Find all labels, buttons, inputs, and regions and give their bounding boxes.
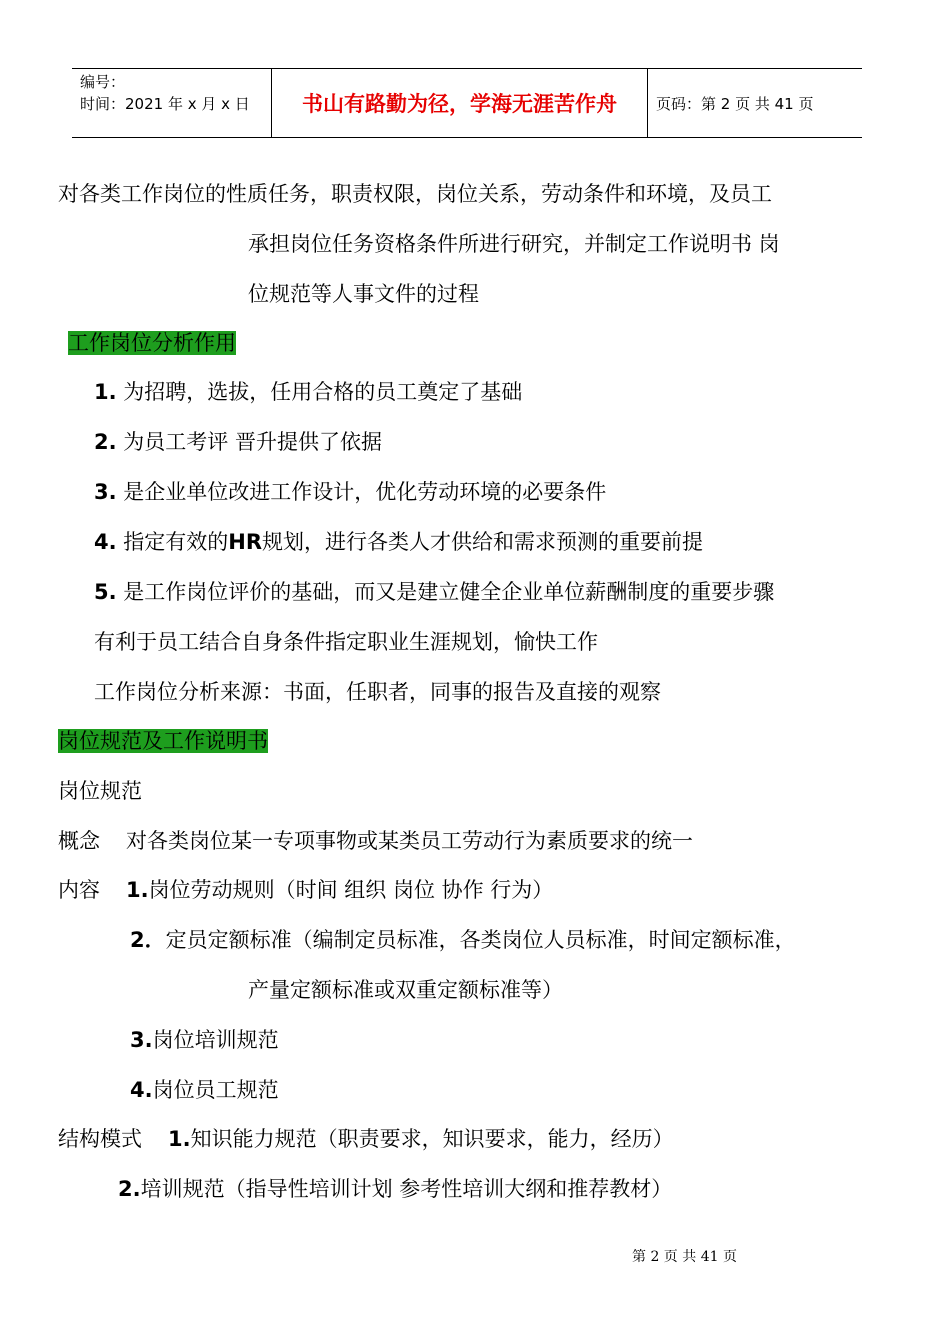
list-item bbox=[94, 478, 606, 506]
item-number: 4. bbox=[94, 530, 117, 554]
content-line-2 bbox=[130, 926, 796, 954]
item-text: 为员工考评 晋升提供了依据 bbox=[123, 430, 382, 454]
list-item bbox=[94, 428, 382, 456]
heading-spec-text: 岗位规范及工作说明书 bbox=[58, 729, 268, 753]
item-number: 4. bbox=[130, 1078, 153, 1102]
item-text: 岗位员工规范 bbox=[152, 1078, 279, 1102]
content-line-1 bbox=[58, 876, 553, 904]
number-label: 编号： bbox=[80, 73, 126, 91]
list-item bbox=[94, 378, 522, 406]
item-number: 2. bbox=[118, 1177, 141, 1201]
content-line-3 bbox=[130, 1026, 279, 1054]
page-header bbox=[72, 68, 862, 138]
page-footer: 第 2 页 共 41 页 bbox=[632, 1249, 737, 1265]
content-line-2-cont: 产量定额标准或双重定额标准等） bbox=[248, 978, 563, 1002]
item-text-pre: 指定有效的 bbox=[123, 530, 229, 554]
header-meta bbox=[72, 69, 272, 137]
item-text-hr: HR bbox=[228, 530, 263, 554]
item-number: 1. bbox=[168, 1127, 191, 1151]
content-line-4 bbox=[130, 1076, 279, 1104]
header-motto: 书山有路勤为径，学海无涯苦作舟 bbox=[272, 69, 648, 137]
item-text: 定员定额标准（编制定员标准，各类岗位人员标准，时间定额标准， bbox=[165, 928, 796, 952]
spec-title: 岗位规范 bbox=[58, 779, 142, 803]
item-number: 3. bbox=[94, 480, 117, 504]
concept-label: 概念 bbox=[58, 829, 100, 853]
heading-analysis-text: 工作岗位分析作用 bbox=[68, 331, 236, 355]
career-line: 有利于员工结合自身条件指定职业生涯规划，愉快工作 bbox=[94, 630, 598, 654]
list-item bbox=[94, 578, 774, 606]
item-number: 3. bbox=[130, 1028, 153, 1052]
structure-line-1 bbox=[58, 1125, 674, 1153]
content-label: 内容 bbox=[58, 878, 100, 902]
item-number: 2． bbox=[130, 928, 166, 952]
structure-label: 结构模式 bbox=[58, 1127, 142, 1151]
heading-analysis bbox=[68, 329, 236, 357]
definition-line-2: 承担岗位任务资格条件所进行研究，并制定工作说明书 岗 bbox=[248, 232, 780, 256]
item-text-post: 规划，进行各类人才供给和需求预测的重要前提 bbox=[262, 530, 704, 554]
concept-text: 对各类岗位某一专项事物或某类员工劳动行为素质要求的统一 bbox=[126, 829, 693, 853]
definition-line-3: 位规范等人事文件的过程 bbox=[248, 282, 479, 306]
item-number: 1. bbox=[94, 380, 117, 404]
item-text: 是工作岗位评价的基础，而又是建立健全企业单位薪酬制度的重要步骤 bbox=[123, 580, 775, 604]
item-text: 为招聘，选拔，任用合格的员工奠定了基础 bbox=[123, 380, 523, 404]
header-page-info: 页码：第 2 页 共 41 页 bbox=[656, 94, 814, 113]
sources-line: 工作岗位分析来源：书面，任职者，同事的报告及直接的观察 bbox=[94, 680, 661, 704]
item-text: 岗位劳动规则（时间 组织 岗位 协作 行为） bbox=[148, 878, 554, 902]
item-text: 知识能力规范（职责要求，知识要求，能力，经历） bbox=[190, 1127, 674, 1151]
item-text: 培训规范（指导性培训计划 参考性培训大纲和推荐教材） bbox=[140, 1177, 673, 1201]
list-item bbox=[94, 528, 703, 556]
concept-line bbox=[58, 827, 693, 855]
heading-spec bbox=[58, 727, 268, 755]
item-number: 2. bbox=[94, 430, 117, 454]
structure-line-2 bbox=[118, 1175, 672, 1203]
time-label: 时间：2021 年 x 月 x 日 bbox=[80, 95, 250, 113]
item-text: 是企业单位改进工作设计，优化劳动环境的必要条件 bbox=[123, 480, 607, 504]
item-text: 岗位培训规范 bbox=[152, 1028, 279, 1052]
item-number: 1. bbox=[126, 878, 149, 902]
item-number: 5. bbox=[94, 580, 117, 604]
definition-line-1: 对各类工作岗位的性质任务，职责权限，岗位关系，劳动条件和环境，及员工 bbox=[58, 182, 772, 206]
